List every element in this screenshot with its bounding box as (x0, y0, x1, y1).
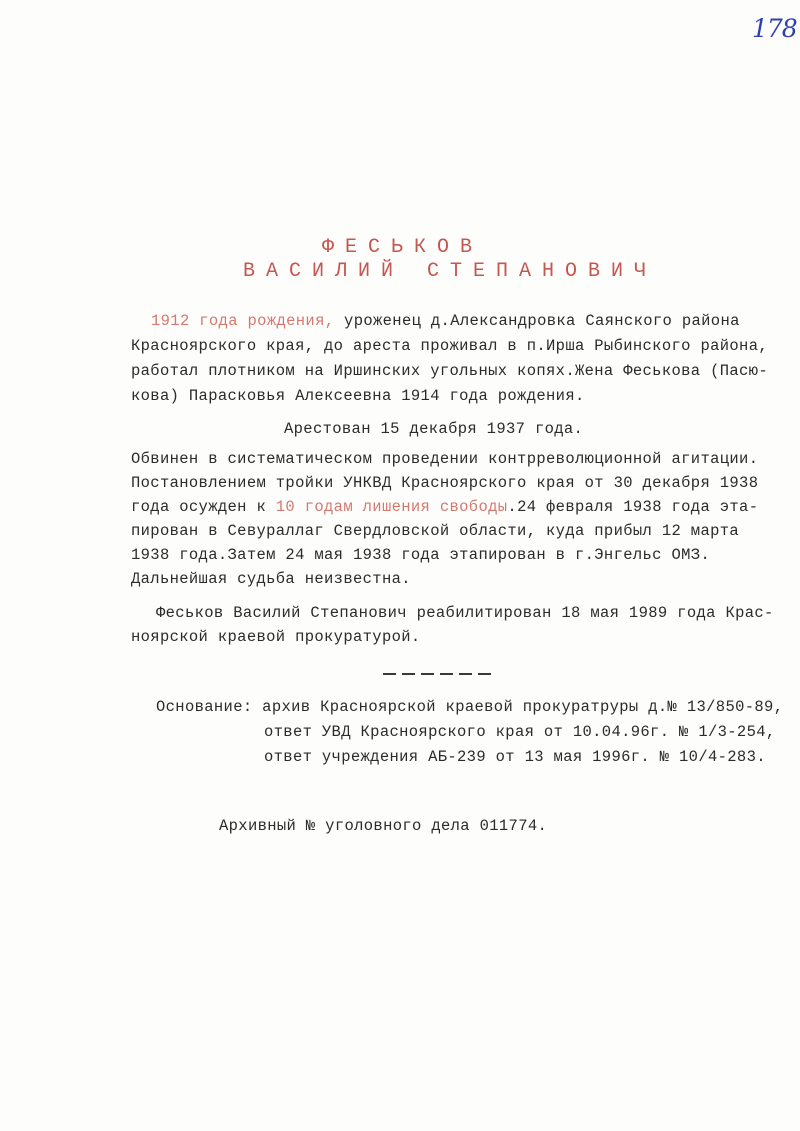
divider-dash (383, 673, 396, 675)
charge-line-5: 1938 года.Затем 24 мая 1938 года этапирован в г.Энгельс ОМЗ. (131, 546, 711, 564)
divider-dash (440, 673, 453, 675)
rehabilitation-line-1: Феськов Василий Степанович реабилитирован 18 мая 1989 года Крас- (156, 604, 774, 622)
section-divider (383, 666, 491, 682)
rehabilitation-line-2: ноярской краевой прокуратурой. (131, 628, 421, 646)
charge-sentence-end: .24 февраля 1938 года эта- (507, 498, 759, 516)
bio-line-3: работал плотником на Иршинских угольных копях.Жена Феськова (Пасю- (131, 362, 768, 380)
divider-dash (478, 673, 491, 675)
bio-birth-year: 1912 года рождения, (151, 312, 335, 330)
bio-birthplace: уроженец д.Александровка Саянского района (334, 312, 740, 330)
bio-line-2: Красноярского края, до ареста проживал в п.Ирша Рыбинского района, (131, 337, 768, 355)
heading-surname: ФЕСЬКОВ (322, 236, 484, 259)
charge-line-4: пирован в Севураллаг Свердловской области, куда прибыл 12 марта (131, 522, 740, 540)
divider-dash (402, 673, 415, 675)
basis-line-1: Основание: архив Красноярской краевой прокуратруры д.№ 13/850-89, (156, 698, 784, 716)
charge-line-3 (131, 498, 758, 516)
charge-line-2: Постановлением тройки УНКВД Красноярского края от 30 декабря 1938 (131, 474, 759, 492)
page-number: 178 (752, 14, 797, 43)
archive-number: Архивный № уголовного дела 011774. (219, 817, 548, 835)
charge-line-6: Дальнейшая судьба неизвестна. (131, 570, 411, 588)
arrest-date: Арестован 15 декабря 1937 года. (284, 420, 584, 438)
charge-sentence-term: 10 годам лишения свободы (266, 498, 508, 516)
heading-given-names: ВАСИЛИЙ СТЕПАНОВИЧ (243, 260, 658, 283)
bio-line-4: кова) Парасковья Алексеевна 1914 года рождения. (131, 387, 585, 405)
charge-line-1: Обвинен в систематическом проведении контрреволюционной агитации. (131, 450, 759, 468)
divider-dash (421, 673, 434, 675)
charge-sentence-start: года осужден к (131, 498, 267, 516)
basis-line-3: ответ учреждения АБ-239 от 13 мая 1996г. № 10/4-283. (264, 748, 766, 766)
divider-dash (459, 673, 472, 675)
basis-line-2: ответ УВД Красноярского края от 10.04.96г. № 1/3-254, (264, 723, 776, 741)
bio-line-1 (151, 312, 740, 330)
